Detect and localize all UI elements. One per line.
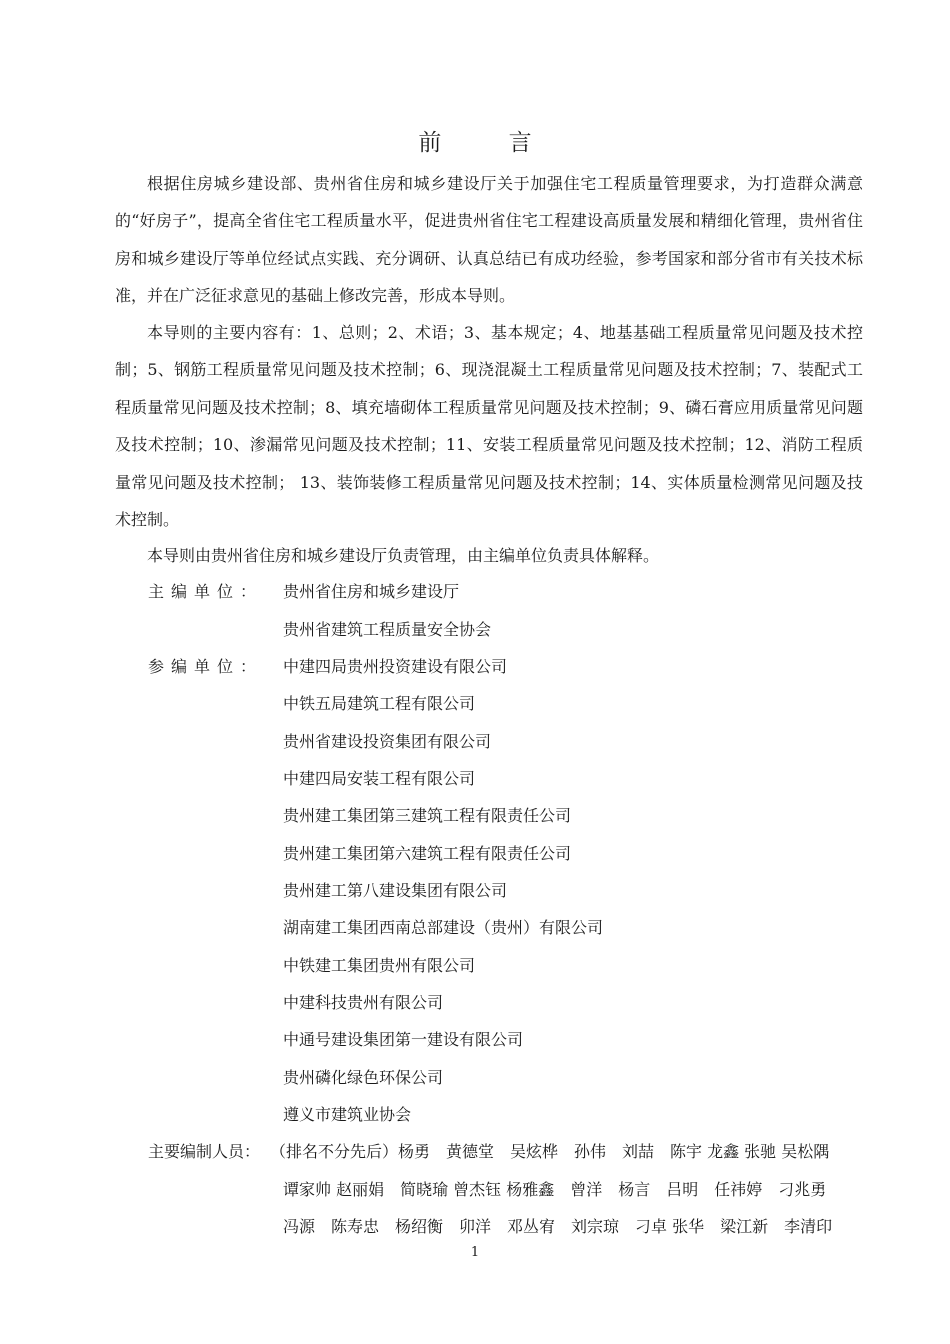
page-number: 1 — [470, 1245, 480, 1260]
participant-unit: 贵州省建设投资集团有限公司 — [283, 732, 492, 751]
participant-unit: 贵州磷化绿色环保公司 — [283, 1068, 444, 1087]
participant-unit: 中铁五局建筑工程有限公司 — [283, 694, 476, 713]
management-paragraph: 本导则由贵州省住房和城乡建设厅负责管理，由主编单位负责具体解释。 — [147, 546, 660, 565]
contents-paragraph: 本导则的主要内容有：1、总则；2、术语；3、基本规定；4、地基基础工程质量常见问题及技术控制；5、钢筋工程质量常见问题及技术控制；6、现浇混凝土工程质量常见问题及技术控制；7、装配式工程质量常见问题及技术控制；8、填充墙砌体工程质量常见问题及技术控制；9、磷石膏应用质量常见问题及技术控制；10、渗漏常见问题及技术控制；11、安装工程质量常见问题及技术控制；12、消防工程质量常见问题及技术控制； 13、装饰装修工程质量常见问题及技术控制；14、实体质量检测常见问题及技术控制。 — [115, 323, 863, 530]
page-title: 前 言 — [418, 130, 562, 156]
participant-unit: 贵州建工第八建设集团有限公司 — [283, 881, 508, 900]
intro-paragraph: 根据住房城乡建设部、贵州省住房和城乡建设厅关于加强住宅工程质量管理要求，为打造群众满意的“好房子”，提高全省住宅工程质量水平，促进贵州省住宅工程建设高质量发展和精细化管理，贵州省住房和城乡建设厅等单位经试点实践、充分调研、认真总结已有成功经验，参考国家和部分省市有关技术标准，并在广泛征求意见的基础上修改完善，形成本导则。 — [115, 174, 863, 306]
participant-unit: 中通号建设集团第一建设有限公司 — [283, 1030, 524, 1049]
chief-editor-unit: 贵州省住房和城乡建设厅 — [283, 582, 460, 601]
staff-names-line: 冯源 陈寿忠 杨绍衡 卯洋 邓丛宥 刘宗琼 刁卓 张华 梁江新 李清印 — [283, 1217, 833, 1236]
staff-names-line: 谭家帅 赵丽娟 简晓瑜 曾杰钰 杨雅鑫 曾洋 杨言 吕明 任祎婷 刁兆勇 — [283, 1180, 827, 1199]
participant-unit: 湖南建工集团西南总部建设（贵州）有限公司 — [283, 918, 604, 937]
participant-unit: 中铁建工集团贵州有限公司 — [283, 956, 476, 975]
staff-note: （排名不分先后） — [270, 1142, 399, 1161]
participant-unit: 贵州建工集团第六建筑工程有限责任公司 — [283, 844, 572, 863]
participant-unit: 贵州建工集团第三建筑工程有限责任公司 — [283, 806, 572, 825]
participant-label: 参编单位： — [148, 657, 264, 676]
participant-unit: 中建四局安装工程有限公司 — [283, 769, 476, 788]
staff-label: 主要编制人员： — [148, 1142, 261, 1161]
staff-names-line: 杨勇 黄德堂 吴炫桦 孙伟 刘喆 陈宇 龙鑫 张驰 吴松隅 — [398, 1142, 830, 1161]
chief-editor-label: 主编单位： — [148, 582, 264, 601]
chief-editor-unit: 贵州省建筑工程质量安全协会 — [283, 620, 492, 639]
participant-unit: 中建四局贵州投资建设有限公司 — [283, 657, 508, 676]
participant-unit: 遵义市建筑业协会 — [283, 1105, 412, 1124]
participant-unit: 中建科技贵州有限公司 — [283, 993, 444, 1012]
